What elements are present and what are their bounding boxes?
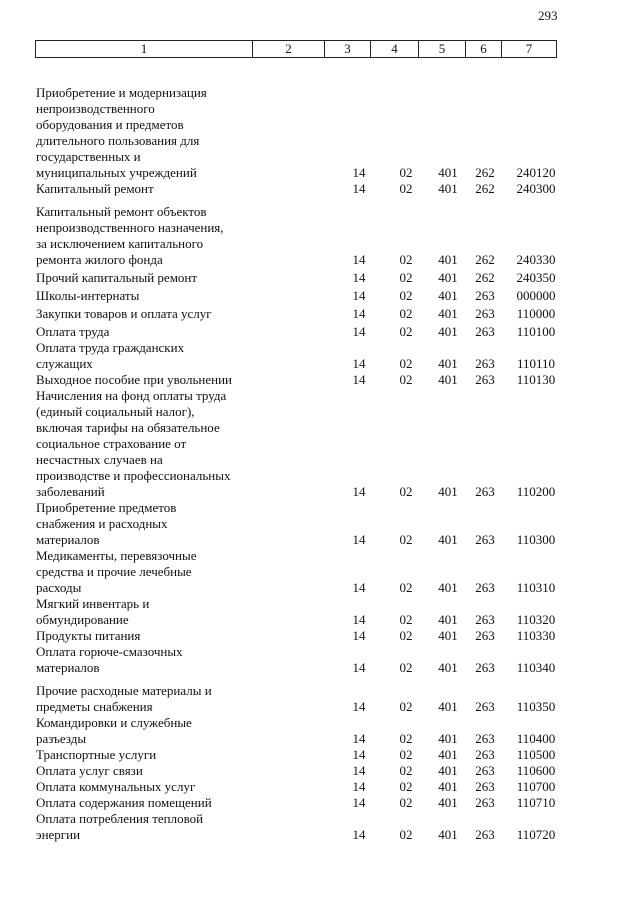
row-code-c3: 02 (399, 270, 413, 285)
row-code-c2: 14 (352, 699, 366, 714)
table-row (0, 324, 640, 340)
row-code-c3: 02 (399, 372, 413, 387)
row-code-c3: 02 (399, 532, 413, 547)
row-code-c6: 110340 (516, 660, 556, 675)
row-code-c6: 240330 (516, 252, 556, 267)
row-code-c6: 000000 (516, 288, 556, 303)
row-name: Прочий капитальный ремонт (36, 270, 198, 285)
row-code-c6: 110130 (516, 372, 556, 387)
row-code-c3: 02 (399, 628, 413, 643)
row-code-c6: 110200 (516, 484, 556, 499)
row-name: Прочие расходные материалы и предметы снабжения (36, 683, 212, 714)
table-row (0, 779, 640, 795)
row-code-c2: 14 (352, 252, 366, 267)
row-code-c5: 263 (475, 660, 495, 675)
row-code-c4: 401 (438, 181, 458, 196)
row-code-c4: 401 (438, 628, 458, 643)
row-code-c4: 401 (438, 779, 458, 794)
table-row (0, 596, 640, 628)
row-code-c3: 02 (399, 731, 413, 746)
table-row (0, 500, 640, 548)
row-code-c3: 02 (399, 165, 413, 180)
row-code-c4: 401 (438, 306, 458, 321)
row-name: Приобретение и модернизация непроизводственного оборудования и предметов длительного пользования для государственных и муниципальных учреждений (36, 85, 207, 180)
header-col-3: 3 (325, 41, 371, 57)
row-code-c2: 14 (352, 612, 366, 627)
table-row (0, 85, 640, 181)
row-name: Оплата труда гражданских служащих (36, 340, 185, 371)
row-code-c3: 02 (399, 306, 413, 321)
row-code-c3: 02 (399, 779, 413, 794)
row-code-c4: 401 (438, 356, 458, 371)
row-code-c6: 110710 (516, 795, 556, 810)
row-code-c4: 401 (438, 699, 458, 714)
row-code-c2: 14 (352, 270, 366, 285)
row-name: Оплата потребления тепловой энергии (36, 811, 204, 842)
table-header (35, 40, 557, 58)
row-code-c2: 14 (352, 372, 366, 387)
row-code-c2: 14 (352, 660, 366, 675)
row-code-c4: 401 (438, 532, 458, 547)
row-name: Оплата коммунальных услуг (36, 779, 196, 794)
row-code-c5: 262 (475, 252, 495, 267)
row-code-c4: 401 (438, 612, 458, 627)
row-name: Закупки товаров и оплата услуг (36, 306, 212, 321)
row-name: Оплата содержания помещений (36, 795, 212, 810)
row-code-c5: 263 (475, 731, 495, 746)
table-row (0, 372, 640, 388)
header-col-4: 4 (371, 41, 419, 57)
row-code-c2: 14 (352, 356, 366, 371)
row-code-c6: 110300 (516, 532, 556, 547)
row-code-c4: 401 (438, 580, 458, 595)
row-code-c6: 110320 (516, 612, 556, 627)
row-code-c6: 110330 (516, 628, 556, 643)
row-code-c5: 263 (475, 779, 495, 794)
row-code-c4: 401 (438, 747, 458, 762)
row-code-c4: 401 (438, 270, 458, 285)
row-code-c6: 110400 (516, 731, 556, 746)
row-code-c4: 401 (438, 372, 458, 387)
row-code-c5: 263 (475, 324, 495, 339)
row-code-c2: 14 (352, 288, 366, 303)
row-code-c3: 02 (399, 747, 413, 762)
header-col-7: 7 (525, 41, 533, 56)
row-code-c2: 14 (352, 795, 366, 810)
row-code-c6: 110600 (516, 763, 556, 778)
row-code-c2: 14 (352, 628, 366, 643)
row-code-c3: 02 (399, 612, 413, 627)
table-row (0, 270, 640, 286)
table-row (0, 715, 640, 747)
row-name: Капитальный ремонт объектов непроизводственного назначения, за исключением капитального ремонта жилого фонда (36, 204, 224, 267)
table-row (0, 795, 640, 811)
row-code-c6: 110500 (516, 747, 556, 762)
row-code-c6: 240120 (516, 165, 556, 180)
row-code-c4: 401 (438, 731, 458, 746)
row-name: Оплата труда (36, 324, 110, 339)
row-code-c2: 14 (352, 763, 366, 778)
row-code-c3: 02 (399, 484, 413, 499)
row-name: Транспортные услуги (36, 747, 157, 762)
row-code-c5: 263 (475, 306, 495, 321)
row-code-c5: 263 (475, 580, 495, 595)
row-name: Школы-интернаты (36, 288, 140, 303)
header-col-5: 5 (419, 41, 466, 57)
row-name: Начисления на фонд оплаты труда (единый социальный налог), включая тарифы на обязательное социальное страхование от несчастных случаев на производстве и профессиональных заболеваний (36, 388, 231, 499)
row-code-c2: 14 (352, 779, 366, 794)
row-code-c3: 02 (399, 288, 413, 303)
table-row (0, 288, 640, 304)
row-code-c3: 02 (399, 763, 413, 778)
row-name: Выходное пособие при увольнении (36, 372, 232, 387)
row-name: Продукты питания (36, 628, 141, 643)
row-code-c3: 02 (399, 252, 413, 267)
row-code-c2: 14 (352, 181, 366, 196)
row-name: Медикаменты, перевязочные средства и прочие лечебные расходы (36, 548, 197, 595)
row-code-c5: 263 (475, 763, 495, 778)
row-code-c2: 14 (352, 532, 366, 547)
row-code-c5: 263 (475, 795, 495, 810)
table-row (0, 683, 640, 715)
table-row (0, 628, 640, 644)
row-code-c3: 02 (399, 580, 413, 595)
row-code-c4: 401 (438, 288, 458, 303)
row-code-c4: 401 (438, 324, 458, 339)
row-code-c5: 263 (475, 288, 495, 303)
row-code-c2: 14 (352, 731, 366, 746)
row-code-c3: 02 (399, 827, 413, 842)
row-code-c6: 110000 (516, 306, 556, 321)
row-code-c5: 263 (475, 699, 495, 714)
row-code-c5: 263 (475, 612, 495, 627)
row-code-c2: 14 (352, 165, 366, 180)
row-code-c6: 110720 (516, 827, 556, 842)
table-row (0, 388, 640, 500)
row-code-c5: 263 (475, 356, 495, 371)
row-code-c5: 262 (475, 181, 495, 196)
row-code-c6: 110350 (516, 699, 556, 714)
row-code-c4: 401 (438, 252, 458, 267)
row-name: Командировки и служебные разъезды (36, 715, 192, 746)
row-code-c2: 14 (352, 324, 366, 339)
row-code-c5: 263 (475, 532, 495, 547)
row-code-c2: 14 (352, 827, 366, 842)
row-code-c6: 240350 (516, 270, 556, 285)
row-code-c3: 02 (399, 795, 413, 810)
table-row (0, 644, 640, 676)
row-code-c2: 14 (352, 580, 366, 595)
header-col-1: 1 (36, 41, 253, 57)
row-code-c2: 14 (352, 747, 366, 762)
row-name: Оплата горюче-смазочных материалов (36, 644, 183, 675)
header-col-6: 6 (466, 41, 502, 57)
row-code-c3: 02 (399, 660, 413, 675)
row-code-c5: 263 (475, 747, 495, 762)
row-code-c5: 263 (475, 484, 495, 499)
row-code-c3: 02 (399, 324, 413, 339)
row-code-c4: 401 (438, 795, 458, 810)
row-code-c3: 02 (399, 699, 413, 714)
header-col-2: 2 (253, 41, 325, 57)
row-name: Оплата услуг связи (36, 763, 143, 778)
row-code-c5: 263 (475, 628, 495, 643)
row-name: Мягкий инвентарь и обмундирование (36, 596, 150, 627)
table-row (0, 181, 640, 197)
table-row (0, 340, 640, 372)
row-code-c5: 262 (475, 270, 495, 285)
table-row (0, 811, 640, 843)
row-code-c3: 02 (399, 356, 413, 371)
row-code-c4: 401 (438, 827, 458, 842)
row-code-c6: 110110 (516, 356, 556, 371)
row-code-c4: 401 (438, 763, 458, 778)
row-code-c4: 401 (438, 484, 458, 499)
row-code-c2: 14 (352, 484, 366, 499)
table-row (0, 763, 640, 779)
row-code-c6: 110700 (516, 779, 556, 794)
row-code-c4: 401 (438, 165, 458, 180)
row-code-c4: 401 (438, 660, 458, 675)
table-row (0, 548, 640, 596)
table-row (0, 306, 640, 322)
row-code-c5: 262 (475, 165, 495, 180)
row-name: Приобретение предметов снабжения и расходных материалов (36, 500, 177, 547)
row-name: Капитальный ремонт (36, 181, 154, 196)
row-code-c3: 02 (399, 181, 413, 196)
table-body (0, 85, 640, 843)
row-code-c5: 263 (475, 372, 495, 387)
row-code-c2: 14 (352, 306, 366, 321)
table-row (0, 747, 640, 763)
row-code-c6: 110310 (516, 580, 556, 595)
row-code-c6: 240300 (516, 181, 556, 196)
page-number: 293 (538, 8, 558, 23)
row-code-c6: 110100 (516, 324, 556, 339)
row-code-c5: 263 (475, 827, 495, 842)
table-row (0, 204, 640, 268)
